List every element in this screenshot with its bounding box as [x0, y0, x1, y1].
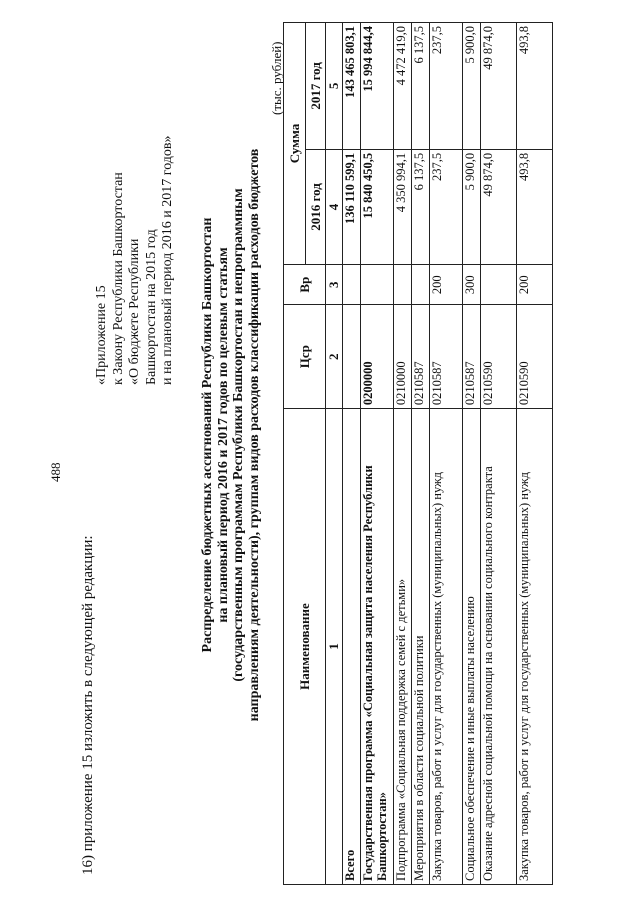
table-row	[394, 23, 412, 885]
table-row	[430, 23, 463, 885]
title-line: на плановый период 2016 и 2017 годов по целевым статьям	[215, 247, 231, 623]
row-2016: 493,8	[517, 149, 553, 264]
row-2017: 5 900,0	[463, 23, 481, 150]
appendix-line: к Закону Республики Башкортостан	[110, 172, 126, 385]
row-2017: 4 472 419,0	[394, 23, 412, 150]
row-tsr: 0210587	[430, 305, 463, 409]
title-line: (государственным программам Республики Башкортостан и непрограммным	[231, 188, 246, 682]
budget-table	[283, 22, 553, 885]
row-2016: 136 110 599,1	[343, 149, 361, 264]
row-vr: 300	[463, 265, 481, 305]
row-2017: 6 137,5	[412, 23, 430, 150]
row-2016: 4 350 994,1	[394, 149, 412, 264]
header-sum: Сумма	[284, 23, 306, 265]
row-2016: 6 137,5	[412, 149, 430, 264]
row-name: Мероприятия в области социальной политики	[412, 409, 430, 885]
row-name: Социальное обеспечение и иные выплаты населению	[463, 409, 481, 885]
row-tsr: 0200000	[361, 305, 394, 409]
row-tsr: 0210000	[394, 305, 412, 409]
row-vr: 200	[517, 265, 553, 305]
row-name: Государственная программа «Социальная защита населения Республики Башкортостан»	[361, 409, 394, 885]
appendix-line: «Приложение 15	[94, 285, 109, 385]
row-vr	[481, 265, 517, 305]
header-name: Наименование	[284, 409, 326, 885]
row-tsr: 0210587	[463, 305, 481, 409]
title-line: Распределение бюджетных ассигнований Республики Башкортостан	[200, 217, 215, 653]
document-title	[200, 5, 262, 865]
title-line: направлениям деятельности), группам видов расходов классификации расходов бюджетов	[246, 148, 262, 722]
row-name: Закупка товаров, работ и услуг для государственных (муниципальных) нужд	[517, 409, 553, 885]
row-tsr: 0210587	[412, 305, 430, 409]
row-2017: 237,5	[430, 23, 463, 150]
appendix-line: «О бюджете Республики	[127, 238, 142, 385]
row-vr	[394, 265, 412, 305]
table-row	[481, 23, 517, 885]
column-number: 2	[326, 305, 343, 409]
row-name: Всего	[343, 409, 361, 885]
table-row	[343, 23, 361, 885]
row-2016: 15 840 450,5	[361, 149, 394, 264]
row-vr	[361, 265, 394, 305]
row-2017: 143 465 803,1	[343, 23, 361, 150]
row-tsr: 0210590	[481, 305, 517, 409]
column-number: 5	[326, 23, 343, 150]
row-2017: 15 994 844,4	[361, 23, 394, 150]
header-year-2017: 2017 год	[306, 23, 326, 150]
row-2016: 49 874,0	[481, 149, 517, 264]
row-name: Оказание адресной социальной помощи на основании социального контракта	[481, 409, 517, 885]
page-number: 488	[48, 462, 63, 482]
row-tsr: 0210590	[517, 305, 553, 409]
column-number: 4	[326, 149, 343, 264]
table-row	[361, 23, 394, 885]
row-vr: 200	[430, 265, 463, 305]
intro-line: 16) приложение 15 изложить в следующей редакции:	[80, 535, 96, 875]
table-row	[412, 23, 430, 885]
header-vr: Вр	[284, 265, 326, 305]
row-vr	[343, 265, 361, 305]
row-2016: 237,5	[430, 149, 463, 264]
appendix-reference	[94, 135, 177, 385]
row-vr	[412, 265, 430, 305]
column-number: 3	[326, 265, 343, 305]
row-name: Закупка товаров, работ и услуг для государственных (муниципальных) нужд	[430, 409, 463, 885]
header-year-2016: 2016 год	[306, 149, 326, 264]
row-name: Подпрограмма «Социальная поддержка семей с детьми»	[394, 409, 412, 885]
row-2017: 49 874,0	[481, 23, 517, 150]
appendix-line: и на плановый период 2016 и 2017 годов»	[160, 135, 175, 385]
table-row	[463, 23, 481, 885]
row-tsr	[343, 305, 361, 409]
units-note: (тыс. рублей)	[269, 41, 284, 115]
table-row	[517, 23, 553, 885]
appendix-line: Башкортостан на 2015 год	[143, 229, 159, 385]
row-2017: 493,8	[517, 23, 553, 150]
row-2016: 5 900,0	[463, 149, 481, 264]
header-tsr: Цср	[284, 305, 326, 409]
column-number: 1	[326, 409, 343, 885]
